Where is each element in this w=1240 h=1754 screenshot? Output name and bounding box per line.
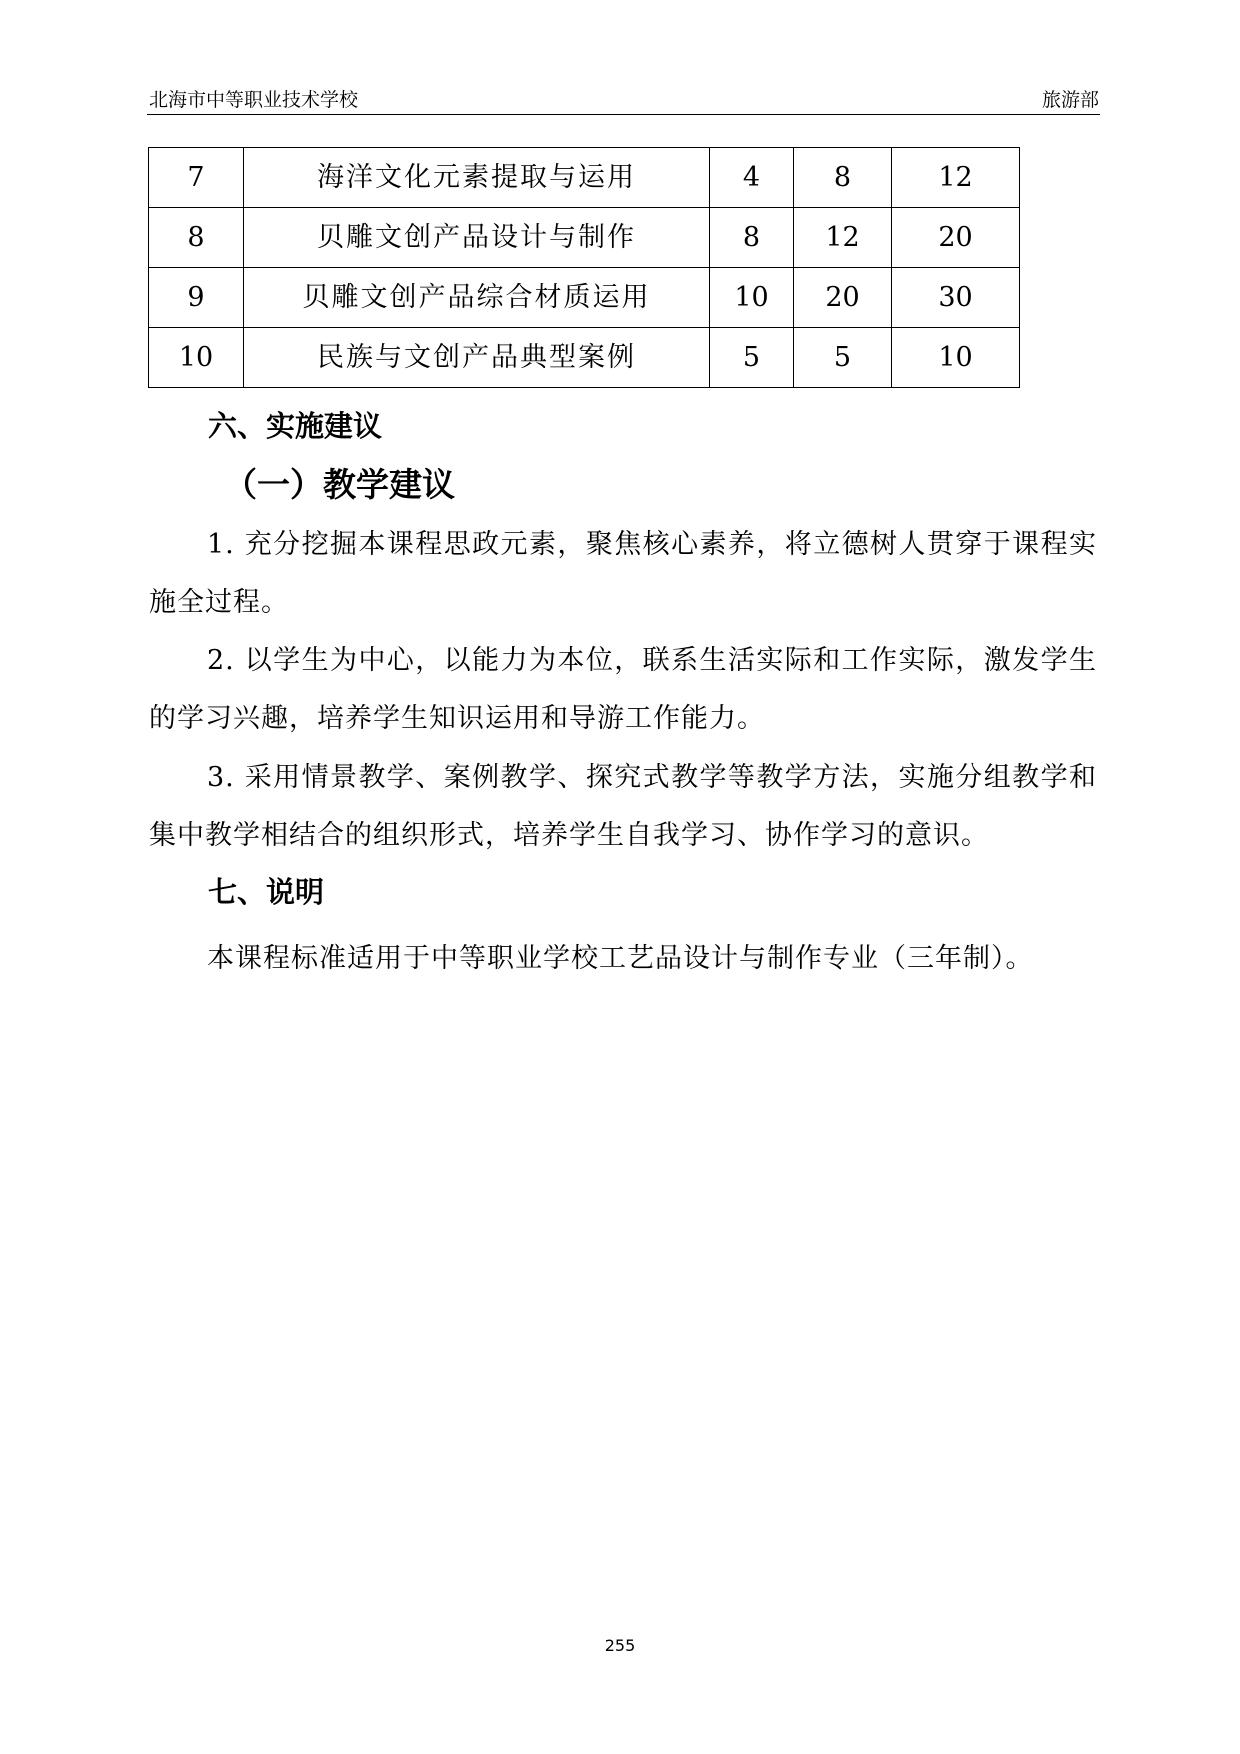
hours-a: 5 <box>710 328 794 388</box>
hours-b: 5 <box>794 328 892 388</box>
hours-a: 4 <box>710 148 794 208</box>
hours-b: 20 <box>794 268 892 328</box>
hours-total: 10 <box>892 328 1020 388</box>
page-number: 255 <box>604 1636 636 1655</box>
row-number: 8 <box>149 208 244 268</box>
header-school-name: 北海市中等职业技术学校 <box>149 89 359 111</box>
section-7-heading: 七、说明 <box>208 875 325 909</box>
hours-total: 12 <box>892 148 1020 208</box>
header-department: 旅游部 <box>1041 89 1099 111</box>
module-name: 贝雕文创产品设计与制作 <box>244 208 710 268</box>
table-row <box>149 208 1020 268</box>
hours-b: 8 <box>794 148 892 208</box>
course-hours-table <box>148 147 1020 388</box>
module-name: 海洋文化元素提取与运用 <box>244 148 710 208</box>
explanation-text: 本课程标准适用于中等职业学校工艺品设计与制作专业（三年制）。 <box>207 943 1034 974</box>
module-name: 民族与文创产品典型案例 <box>244 328 710 388</box>
teaching-suggestions-heading: （一）教学建议 <box>224 465 455 504</box>
table-row <box>149 268 1020 328</box>
suggestion-item-2: 2. 以学生为中心，以能力为本位，联系生活实际和工作实际，激发学生的学习兴趣，培养学生知识运用和导游工作能力。 <box>149 645 1097 734</box>
hours-a: 8 <box>710 208 794 268</box>
suggestion-item-1: 1. 充分挖掘本课程思政元素，聚焦核心素养，将立德树人贯穿于课程实施全过程。 <box>149 529 1097 618</box>
table-row <box>149 328 1020 388</box>
suggestion-item-3: 3. 采用情景教学、案例教学、探究式教学等教学方法，实施分组教学和集中教学相结合的组织形式，培养学生自我学习、协作学习的意识。 <box>149 762 1097 851</box>
hours-b: 12 <box>794 208 892 268</box>
hours-total: 20 <box>892 208 1020 268</box>
header-rule <box>147 114 1100 115</box>
section-6-heading: 六、实施建议 <box>208 409 383 443</box>
row-number: 9 <box>149 268 244 328</box>
hours-a: 10 <box>710 268 794 328</box>
module-name: 贝雕文创产品综合材质运用 <box>244 268 710 328</box>
table-row <box>149 148 1020 208</box>
row-number: 10 <box>149 328 244 388</box>
hours-total: 30 <box>892 268 1020 328</box>
row-number: 7 <box>149 148 244 208</box>
